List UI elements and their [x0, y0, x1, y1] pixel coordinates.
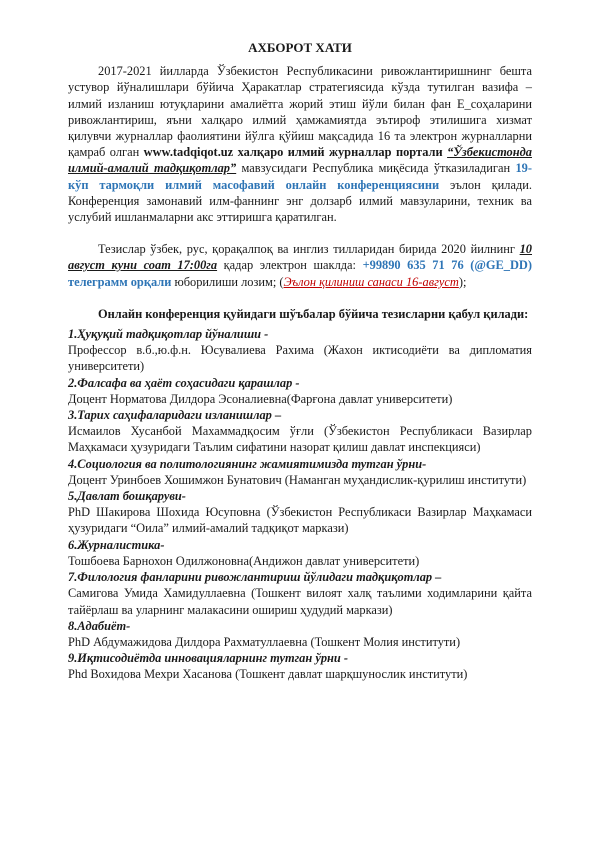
section-moderator: PhD Шакирова Шохида Юсуповна (Ўзбекистон Республикаси Вазирлар Маҳкамаси ҳузуридаги “Оила” илмий-амалий тадқиқот маркази): [68, 505, 532, 536]
section-heading: 3.Тарих саҳифаларидаги изланишлар –: [68, 408, 282, 423]
section-moderator: Тошбоева Барнохон Одилжоновна(Андижон давлат университети): [68, 553, 420, 568]
document-page: [68, 40, 532, 683]
section-heading: 2.Фалсафа ва ҳаёт соҳасидаги қарашлар -: [68, 375, 300, 390]
intro-text-3: эълон қилади. Конференция замонавий илм-фаннинг энг долзарб илмий мавзуларини, техник ва услубий ишланмаларни акс эттиришга қаратилган.: [68, 177, 533, 225]
portal-site-name: www.tadqiqot.uz халқаро илмий журналлар портали: [143, 145, 443, 160]
section-moderator: Самигова Умида Хамидуллаевна (Тошкент вилоят халқ таълими ходимларини қайта тайёрлаш ва уларнинг малакасини ошириш ҳудудий маркази): [68, 586, 532, 617]
journal-portal-title: “Ўзбекистонда илмий-амалий тадқиқотлар”: [68, 145, 532, 176]
section-heading: 4.Социология ва политологиянинг жамиятимизда тутган ўрни-: [68, 456, 427, 471]
conference-name: 19-кўп тармоқли илмий масофавий онлайн конференциясини: [68, 161, 532, 192]
section-moderator: Доцент Норматова Дилдора Эсоналиевна(Фарғона давлат университети): [68, 391, 453, 406]
intro-paragraph: [68, 63, 532, 225]
deadline-text-3: юборилиши лозим; (: [171, 274, 284, 289]
section-moderator: Phd Вохидова Мехри Хасанова (Тошкент давлат шарқшунослик институти): [68, 667, 468, 682]
section-heading: 6.Журналистика-: [68, 537, 165, 552]
section-moderator: Доцент Уринбоев Хошимжон Бунатович (Наманган муҳандислик-қурилиш институти): [68, 472, 527, 487]
sections-heading: Онлайн конференция қуйидаги шўъбалар бўйича тезисларни қабул қилади:: [98, 306, 529, 321]
deadline-text-1: Тезислар ўзбек, рус, қорақалпоқ ва инглиз тилларидан бирида 2020 йилнинг: [98, 242, 520, 257]
intro-text-1: 2017-2021 йилларда Ўзбекистон Республикасини ривожлантиришнинг бешта устувор йўналишлари бўйича Ҳаракатлар стратегиясида кўзда тутилган вазифа – илмий изланиш ютуқларини амалиётга жорий этиш йўли билан фан Е_соҳаларини ривожлантириш, яъни халқаро илмий ҳамжамиятда эътироф этилишига хизмат қилувчи журналлар фаолиятини йўлга қўйиш мақсадида 16 та электрон журналларни қамраб олган: [68, 64, 532, 160]
deadline-text-2: қадар электрон шаклда:: [217, 258, 363, 273]
deadline-date: 10 август куни соат 17:00га: [68, 242, 532, 273]
telegram-contact: +99890 635 71 76 (@GE_DD) телеграмм орқали: [68, 258, 532, 289]
section-heading: 7.Филология фанларини ривожлантириш йўлидаги тадқиқотлар –: [68, 570, 442, 585]
section-heading: 8.Адабиёт-: [68, 618, 131, 633]
deadline-text-4: );: [458, 274, 467, 289]
section-heading: 9.Иқтисодиётда инновацияларнинг тутган ўрни -: [68, 651, 349, 666]
sections-list: [68, 326, 532, 682]
section-heading: 1.Ҳуқуқий тадқиқотлар йўналиши -: [68, 327, 269, 342]
document-title: АХБОРОТ ХАТИ: [248, 40, 352, 55]
intro-text-2: мавзусидаги Республика миқёсида ўтказиладиган: [236, 161, 516, 176]
section-moderator: Исмаилов Хусанбой Махаммадқосим ўғли (Ўзбекистон Республикаси Вазирлар Маҳкамаси ҳузуридаги Таълим сифатини назорат қилиш давлат инспекцияси): [68, 424, 532, 455]
section-moderator: Профессор в.б.,ю.ф.н. Юсувалиева Рахима (Жахон иктисодиёти ва дипломатия университети): [68, 343, 532, 374]
section-heading: 5.Давлат бошқаруви-: [68, 489, 186, 504]
section-moderator: PhD Абдумажидова Дилдора Рахматуллаевна (Тошкент Молия институти): [68, 634, 461, 649]
announcement-date: Эълон қилиниш санаси 16-август: [283, 274, 459, 289]
deadline-paragraph: [68, 241, 532, 290]
